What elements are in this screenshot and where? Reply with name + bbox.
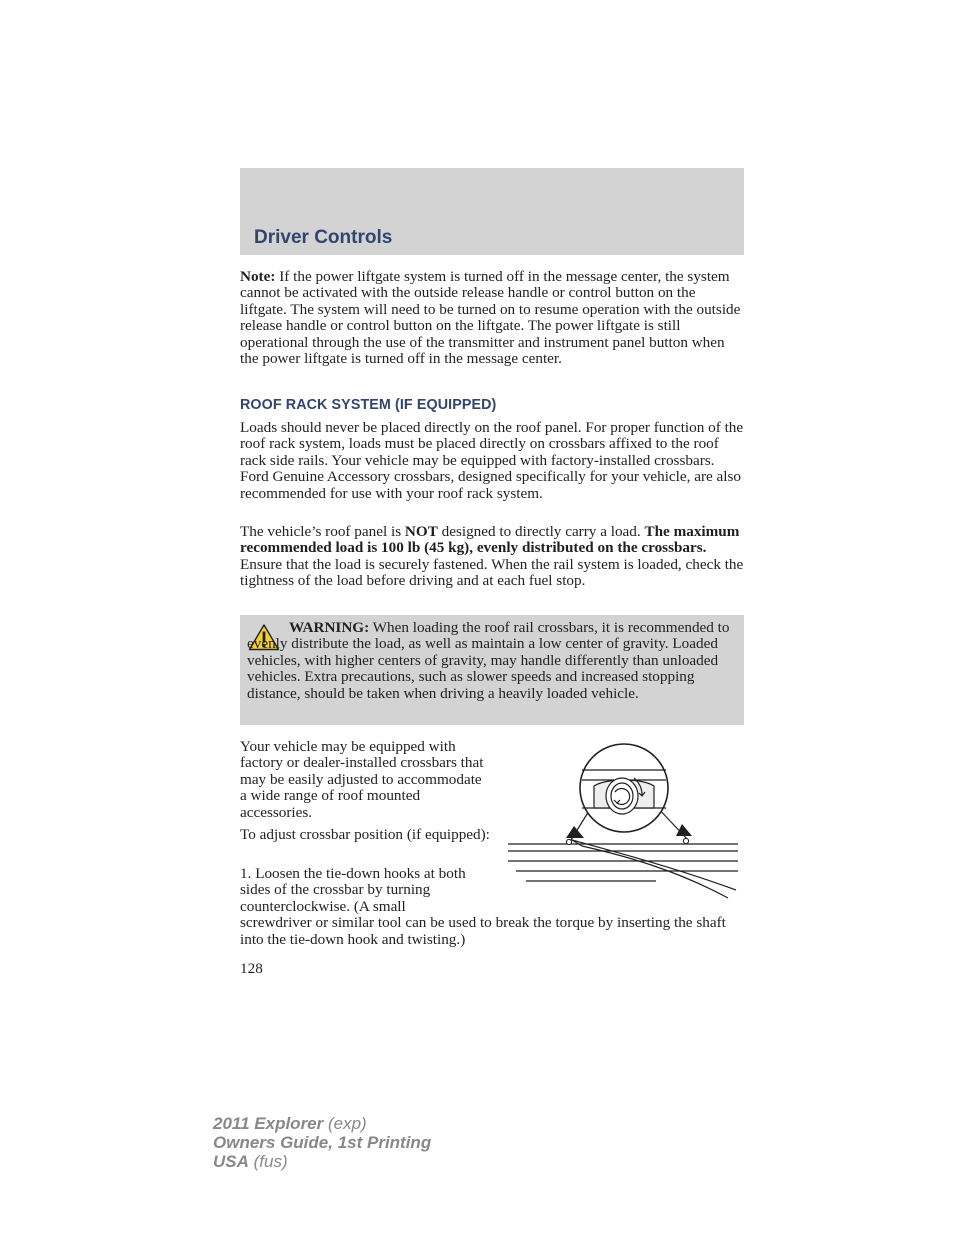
adjust-crossbar-text: To adjust crossbar position (if equipped): <box>240 826 490 843</box>
footer-market-code: (fus) <box>248 1152 288 1171</box>
footer-line-1 <box>213 1114 431 1133</box>
crossbar-tie-down-illustration <box>506 740 742 902</box>
note-text: If the power liftgate system is turned off in the message center, the system cannot be activated with the outside release handle or control button on the liftgate. The system will need to be turned on to resume operation with the outside release handle or control button on the liftgate. The power liftgate is still operational through the use of the transmitter and instrument panel button when the power liftgate is turned off in the message center. <box>240 268 741 368</box>
crossbar-paragraph-text: Your vehicle may be equipped with factory or dealer-installed crossbars that may be easily adjusted to accommodate a wide range of roof mounted accessories. <box>240 738 484 821</box>
roof-rack-paragraph-2 <box>240 524 744 590</box>
para2-not: NOT <box>404 523 438 540</box>
warning-text-block <box>247 620 738 702</box>
note-paragraph <box>240 269 744 367</box>
section-header-band <box>240 168 744 255</box>
step-1-text-rest: screwdriver or similar tool can be used to break the torque by inserting the shaft into the tie-down hook and twisting.) <box>240 914 726 948</box>
para2-text-3: Ensure that the load is securely fastened. When the rail system is loaded, check the tightness of the load before driving and at each fuel stop. <box>240 555 744 590</box>
max-load-statement: The maximum recommended load is 100 lb (45 kg), evenly distributed on the crossbars. <box>240 523 740 557</box>
footer-market: USA <box>213 1152 249 1171</box>
step-1-text-narrow: 1. Loosen the tie-down hooks at both sides of the crossbar by turning counterclockwise. (A small <box>240 865 466 915</box>
section-title: Driver Controls <box>254 227 393 248</box>
footer-line-3 <box>213 1152 431 1171</box>
page-number: 128 <box>240 960 263 977</box>
document-footer <box>213 1114 431 1171</box>
footer-model-code: (exp) <box>323 1114 367 1133</box>
warning-box <box>240 615 744 725</box>
footer-line-2: Owners Guide, 1st Printing <box>213 1133 432 1152</box>
note-label: Note: <box>240 268 276 285</box>
footer-model: 2011 Explorer <box>213 1114 324 1133</box>
para2-text-1: The vehicle’s roof panel is <box>240 523 405 540</box>
crossbar-paragraph <box>240 739 490 821</box>
roof-rack-paragraph-1-text: Loads should never be placed directly on the roof panel. For proper function of the roof rack system, loads must be placed directly on crossbars affixed to the roof rack side rails. Your vehicle may be equipped with factory-installed crossbars. Ford Genuine Accessory crossbars, designed specifically for your vehicle, are also recommended for use with your roof rack system. <box>240 419 744 502</box>
warning-text: When loading the roof rail crossbars, it is recommended to evenly distribute the load, as well as maintain a low center of gravity. Loaded vehicles, with higher centers of gravity, may handle differently than unloaded vehicles. Extra precautions, such as slower speeds and increased stopping distance, should be taken when driving a heavily loaded vehicle. <box>247 619 730 702</box>
warning-label: WARNING: <box>289 619 370 636</box>
roof-rack-paragraph-1 <box>240 420 744 502</box>
adjust-crossbar-paragraph <box>240 827 490 843</box>
para2-text-2: designed to directly carry a load. <box>437 523 645 540</box>
roof-rack-heading: ROOF RACK SYSTEM (IF EQUIPPED) <box>240 397 497 413</box>
